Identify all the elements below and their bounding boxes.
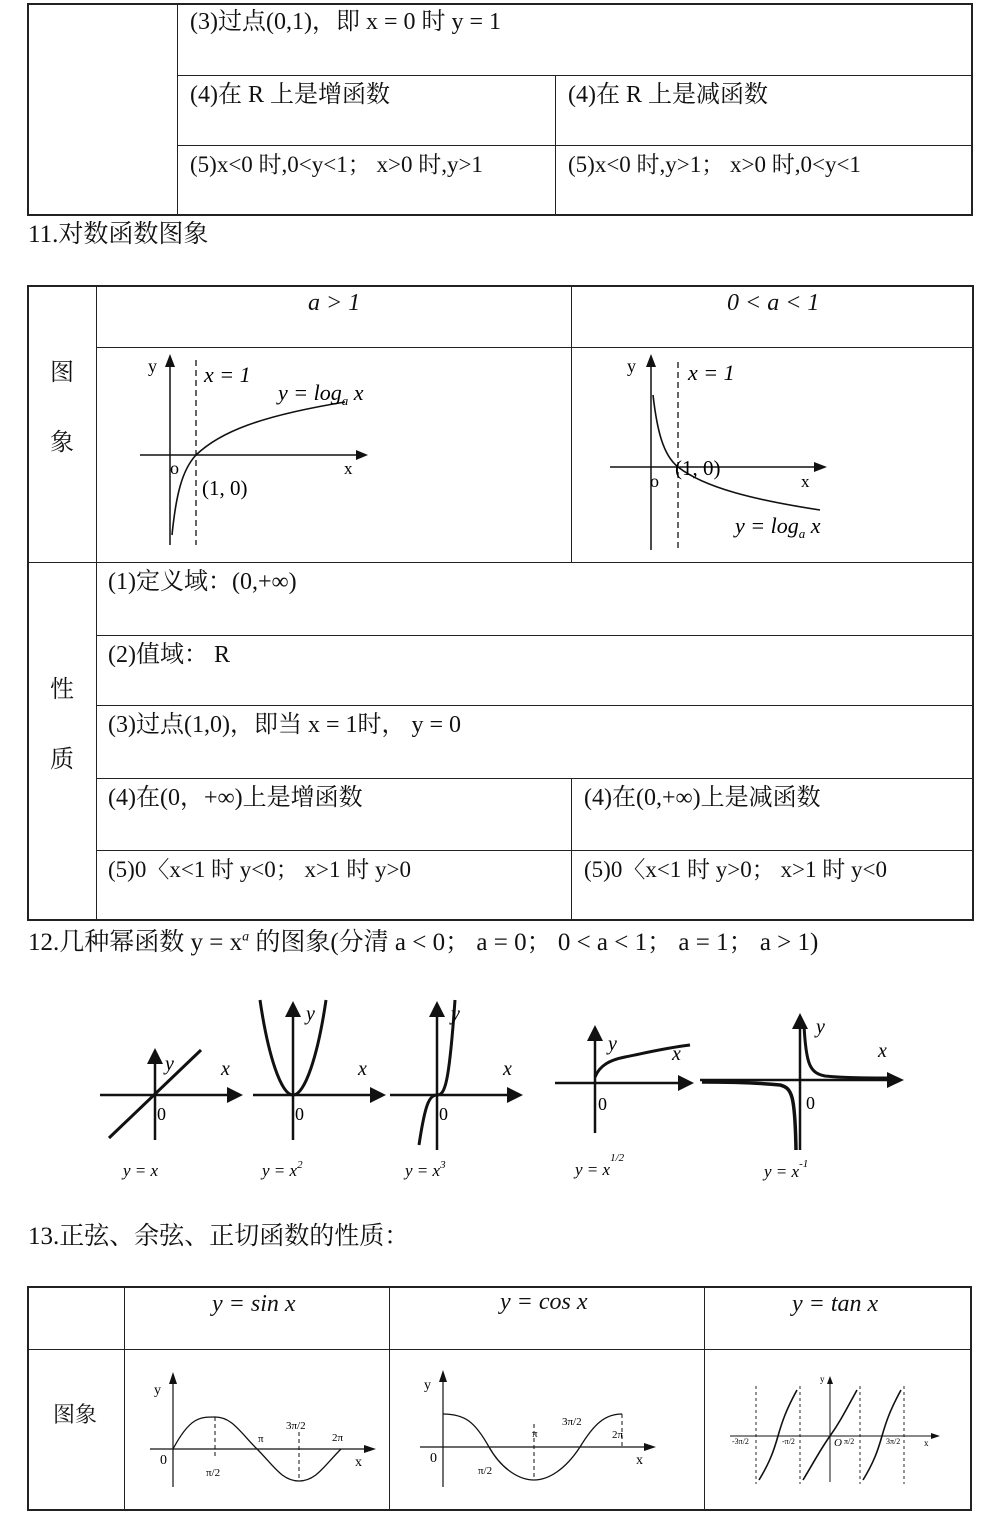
header-sin: y = sin x bbox=[212, 1291, 296, 1317]
tick-pi: π bbox=[532, 1428, 538, 1440]
origin-label: o bbox=[650, 471, 659, 491]
axis-x-label: x bbox=[358, 1058, 367, 1080]
section-12-title-sup: a bbox=[242, 929, 250, 945]
curve-label-end: x bbox=[348, 380, 364, 405]
log-col-a-gt-1: a > 1 bbox=[308, 290, 361, 316]
exp-prop-4-decreasing: (4)在 R 上是减函数 bbox=[568, 82, 768, 108]
function-label: $y = x^3$ bbox=[405, 1159, 446, 1180]
svg-text:y = loga x bbox=[733, 513, 821, 541]
log-col-a-lt-1: 0 < a < 1 bbox=[727, 290, 820, 316]
exp-prop-4-increasing: (4)在 R 上是增函数 bbox=[190, 82, 390, 108]
curve-subscript: a bbox=[798, 526, 806, 541]
point-label: (1, 0) bbox=[202, 476, 248, 500]
axis-y-label: y bbox=[451, 1003, 460, 1025]
function-label: y = x bbox=[123, 1161, 159, 1180]
origin-label: 0 bbox=[160, 1453, 167, 1468]
axis-x-label: x bbox=[355, 1455, 362, 1470]
header-tan: y = tan x bbox=[792, 1291, 879, 1317]
curve-label: y = log bbox=[735, 513, 799, 538]
log-prop-4-left: (4)在(0，+∞)上是增函数 bbox=[108, 785, 363, 811]
axis-x-label: x bbox=[801, 472, 810, 491]
tick-half-pi: π/2 bbox=[844, 1437, 855, 1446]
row-label-props-1: 性 bbox=[50, 677, 74, 703]
origin-label: 0 bbox=[439, 1104, 448, 1124]
log-prop-5-right: (5)0〈x<1 时 y>0； x>1 时 y<0 bbox=[584, 857, 887, 882]
tan-graph bbox=[726, 1372, 951, 1492]
exp-prop-5-right: (5)x<0 时,y>1； x>0 时,0<y<1 bbox=[568, 152, 861, 177]
exp-prop-3: (3)过点(0,1)，即 x = 0 时 y = 1 bbox=[190, 9, 502, 35]
point-label: (1, 0) bbox=[675, 456, 721, 480]
log-prop-4-right: (4)在(0,+∞)上是减函数 bbox=[584, 785, 821, 811]
row-label-props-2: 质 bbox=[50, 747, 74, 773]
curve-label: y = log bbox=[278, 380, 342, 405]
tick-two-pi: 2π bbox=[332, 1432, 344, 1444]
log-prop-2: (2)值域： R bbox=[108, 642, 230, 668]
origin-label: 0 bbox=[430, 1451, 437, 1466]
log-prop-3: (3)过点(1,0)，即当 x = 1时， y = 0 bbox=[108, 712, 462, 738]
axis-y-label: y bbox=[627, 356, 636, 376]
curve-label-end: x bbox=[805, 513, 821, 538]
axis-y-label: y bbox=[165, 1053, 174, 1075]
function-label: $y = x^2$ bbox=[262, 1159, 303, 1180]
power-graph-reciprocal bbox=[700, 1005, 910, 1185]
origin-label: 0 bbox=[806, 1093, 815, 1113]
tick-pi: π bbox=[258, 1433, 264, 1445]
header-cos: y = cos x bbox=[500, 1289, 588, 1315]
log-graph-increasing bbox=[130, 350, 380, 555]
axis-x-label: x bbox=[878, 1040, 887, 1062]
log-prop-1: (1)定义域：(0,+∞) bbox=[108, 569, 297, 595]
origin-label: O bbox=[834, 1437, 842, 1449]
section-12-title-rest: 的图象(分清 a < 0； a = 0； 0 < a < 1； a = 1； a > 1) bbox=[249, 929, 819, 956]
origin-label: 0 bbox=[598, 1094, 607, 1114]
tick-two-pi: 2π bbox=[612, 1429, 624, 1441]
cos-graph bbox=[410, 1362, 670, 1497]
axis-y-label: y bbox=[306, 1003, 315, 1025]
axis-x-label: x bbox=[221, 1058, 230, 1080]
origin-label: o bbox=[170, 458, 179, 478]
section-12-title bbox=[28, 930, 818, 955]
origin-label: 0 bbox=[295, 1104, 304, 1124]
curve-subscript: a bbox=[341, 393, 349, 408]
exp-prop-5-left: (5)x<0 时,0<y<1； x>0 时,y>1 bbox=[190, 152, 483, 177]
axis-x-label: x bbox=[672, 1043, 681, 1065]
tick-three-half-pi: 3π/2 bbox=[886, 1437, 901, 1446]
tick-half-pi: π/2 bbox=[206, 1467, 221, 1479]
function-label: $y = x^{-1}$ bbox=[764, 1158, 809, 1181]
power-graph-sqrt bbox=[550, 1015, 700, 1185]
axis-y-label: y bbox=[820, 1374, 825, 1384]
sin-graph bbox=[140, 1362, 380, 1497]
axis-y-label: y bbox=[154, 1383, 161, 1398]
section-12-title-main: 12.几种幂函数 y = x bbox=[28, 929, 243, 956]
asymptote-label: x = 1 bbox=[688, 360, 735, 385]
power-graph-linear bbox=[95, 1040, 250, 1190]
axis-x-label: x bbox=[344, 459, 353, 478]
axis-x-label: x bbox=[636, 1453, 643, 1468]
tick-neg-three-half-pi: -3π/2 bbox=[732, 1437, 749, 1446]
origin-label: 0 bbox=[157, 1104, 166, 1124]
row-label-image: 图象 bbox=[53, 1402, 98, 1427]
axis-x-label: x bbox=[924, 1438, 929, 1448]
tick-three-half-pi: 3π/2 bbox=[562, 1416, 582, 1428]
axis-x-label: x bbox=[503, 1058, 512, 1080]
tick-half-pi: π/2 bbox=[478, 1465, 493, 1477]
power-graph-square bbox=[248, 995, 393, 1190]
axis-y-label: y bbox=[608, 1033, 617, 1055]
axis-y-label: y bbox=[816, 1016, 825, 1038]
section-13-title: 13.正弦、余弦、正切函数的性质： bbox=[28, 1223, 410, 1250]
tick-neg-half-pi: -π/2 bbox=[782, 1437, 795, 1446]
log-prop-5-left: (5)0〈x<1 时 y<0； x>1 时 y>0 bbox=[108, 857, 411, 882]
asymptote-label: x = 1 bbox=[204, 362, 251, 387]
tick-three-half-pi: 3π/2 bbox=[286, 1420, 306, 1432]
power-graph-cube bbox=[385, 995, 530, 1190]
log-graph-decreasing bbox=[605, 350, 855, 555]
section-11-title: 11.对数函数图象 bbox=[28, 221, 209, 248]
function-label: $y = x^{1/2}$ bbox=[575, 1152, 625, 1179]
axis-y-label: y bbox=[148, 356, 157, 376]
svg-text:y = loga x bbox=[276, 380, 364, 408]
axis-y-label: y bbox=[424, 1378, 431, 1393]
row-label-image-1: 图 bbox=[50, 360, 74, 386]
row-label-image-2: 象 bbox=[50, 430, 74, 456]
